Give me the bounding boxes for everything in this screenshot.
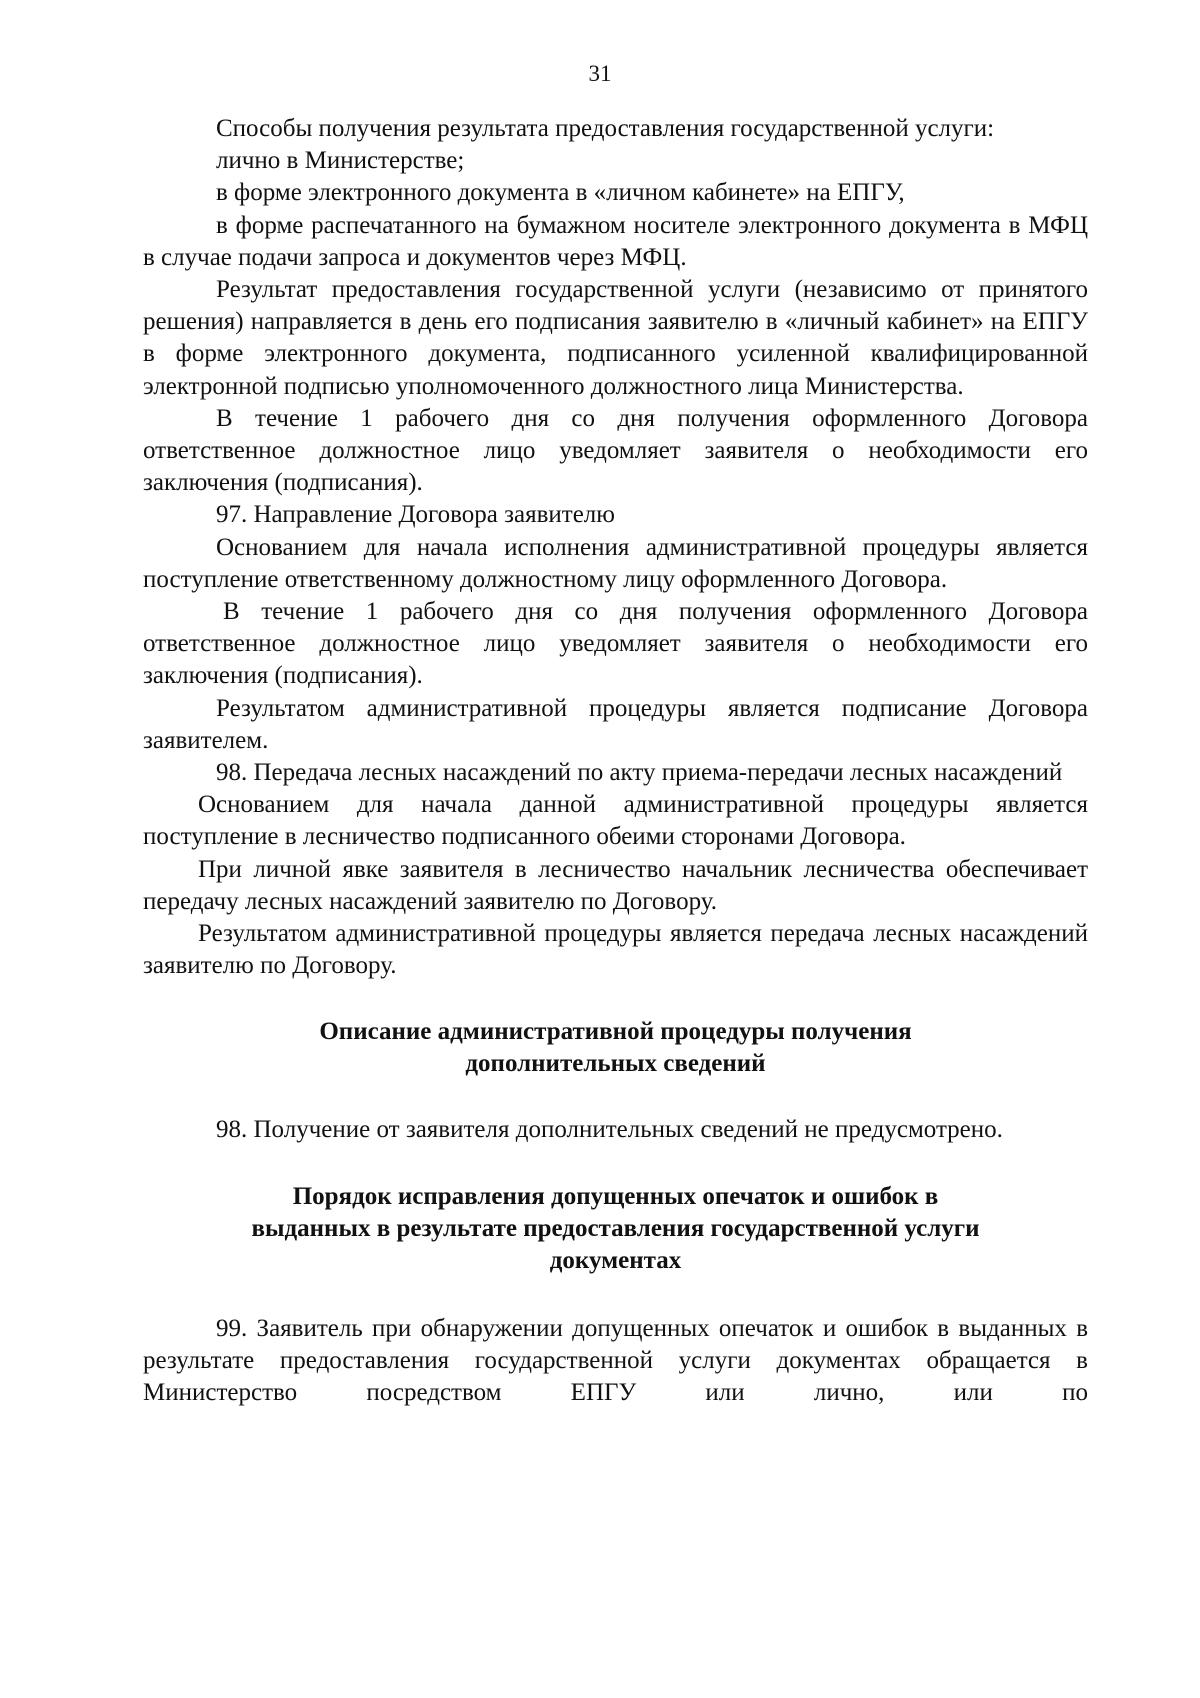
section-corrections-body — [143, 1313, 1088, 1410]
section-heading-additional-info — [143, 1016, 1088, 1080]
paragraph-in-ministry: лично в Министерстве; — [216, 147, 465, 175]
page-number: 31 — [588, 61, 612, 86]
paragraph-97-heading: 97. Направление Договора заявителю — [216, 501, 615, 529]
paragraph-printed-form: в форме распечатанного на бумажном носителе электронного документа в МФЦ в случае подачи запроса и документов через МФЦ. — [143, 211, 1088, 271]
heading-additional-info-line-2: дополнительных сведений — [465, 1050, 766, 1078]
paragraph-one-working-day-repeat: В течение 1 рабочего дня со дня получения оформленного Договора ответственное должностное лицо уведомляет заявителя о необходимости его заключения (подписания). — [143, 598, 1088, 690]
heading-corrections-line-3: документах — [549, 1246, 682, 1274]
paragraph-personal-visit: При личной явке заявителя в лесничество начальник лесничества обеспечивает передачу лесных насаждений заявителю по Договору. — [143, 855, 1088, 915]
paragraph-99-corrections: 99. Заявитель при обнаружении допущенных опечаток и ошибок в выданных в результате предоставления государственной услуги документах обращается в Министерство посредством ЕПГУ или лично, или по — [143, 1314, 1088, 1407]
document-content — [143, 113, 1088, 1409]
heading-corrections-line-1: Порядок исправления допущенных опечаток и ошибок в — [292, 1182, 939, 1210]
heading-additional-info-line-1: Описание административной процедуры получения — [319, 1018, 912, 1046]
paragraph-transfer-result: Результатом административной процедуры является передача лесных насаждений заявителю по Договору. — [143, 920, 1088, 980]
paragraph-procedure-result: Результатом административной процедуры является подписание Договора заявителем. — [143, 694, 1088, 754]
paragraph-result-sent: Результат предоставления государственной услуги (независимо от принятого решения) направляется в день его подписания заявителю в «личный кабинет» на ЕПГУ в форме электронного документа, подписанного усиленной квалифицированной электронной подписью уполномоченного должностного лица Министерства. — [143, 276, 1088, 400]
heading-corrections-line-2: выданных в результате предоставления государственной услуги — [251, 1214, 980, 1242]
paragraph-electronic-form: в форме электронного документа в «личном кабинете» на ЕПГУ, — [216, 179, 905, 207]
paragraph-result-methods: Способы получения результата предоставления государственной услуги: — [216, 115, 995, 142]
paragraph-one-working-day: В течение 1 рабочего дня со дня получения оформленного Договора ответственное должностное лицо уведомляет заявителя о необходимости его заключения (подписания). — [143, 404, 1088, 497]
paragraph-98-transfer-heading: 98. Передача лесных насаждений по акту приема-передачи лесных насаждений — [216, 759, 1063, 787]
paragraph-procedure-basis: Основанием для начала исполнения административной процедуры является поступление ответственному должностному лицу оформленного Договора. — [143, 533, 1088, 593]
paragraph-transfer-basis: Основанием для начала данной административной процедуры является поступление в лесничество подписанного обеими сторонами Договора. — [143, 791, 1088, 851]
section-heading-corrections — [143, 1181, 1088, 1277]
paragraph-98-additional-info: 98. Получение от заявителя дополнительных сведений не предусмотрено. — [216, 1116, 1003, 1144]
section-additional-info-body — [143, 1114, 1088, 1146]
